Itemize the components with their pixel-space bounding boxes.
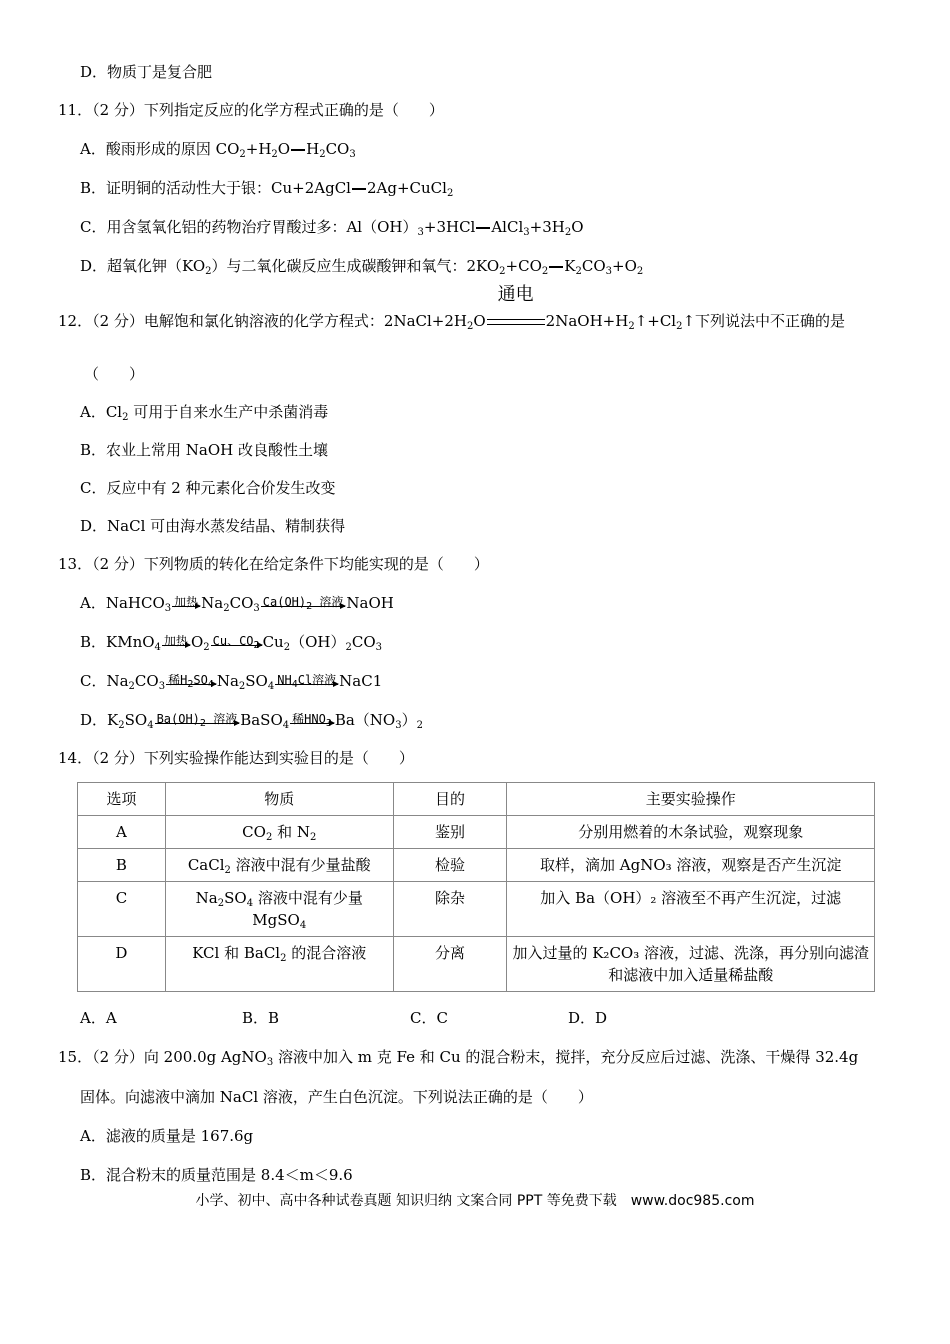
q14-answer-a: A．A xyxy=(80,1009,117,1027)
table-cell-purpose: 鉴别 xyxy=(393,816,507,849)
q11-option-a: A．酸雨形成的原因 $CO_2+H_2O$ $H_2CO_3$ xyxy=(80,140,356,160)
q12-option-d: D．NaCl 可由海水蒸发结晶、精制获得 xyxy=(80,517,346,535)
table-header: 物质 xyxy=(165,783,393,816)
q13-option-a: A．NaHCO$_3$ 加热 $Na_2CO_3$ $Ca(OH)_2$ 溶液 NaOH xyxy=(80,594,394,614)
table-row xyxy=(78,816,875,849)
q15-option-b: B．混合粉末的质量范围是 8.4＜m＜9.6 xyxy=(80,1166,353,1184)
table-cell-operation: 加入过量的 K₂CO₃ 溶液，过滤、洗涤，再分别向滤渣和滤液中加入适量稀盐酸 xyxy=(507,937,875,992)
q12-option-c: C．反应中有 2 种元素化合价发生改变 xyxy=(80,479,336,497)
table-cell-option: A xyxy=(78,816,166,849)
table-row xyxy=(78,882,875,937)
table-cell-substance: $CO_2$ 和 $N_2$ xyxy=(165,816,393,849)
q14-answer-d: D．D xyxy=(568,1009,608,1027)
q11-option-d: D．超氧化钾$(KO_2)$与二氧化碳反应生成碳酸钾和氧气：$2KO_2+CO_2$ $K_2CO_3+O_2$ xyxy=(80,257,644,277)
table-header-row xyxy=(78,783,875,816)
table-cell-purpose: 检验 xyxy=(393,849,507,882)
table-header: 主要实验操作 xyxy=(507,783,875,816)
table-cell-operation: 加入 Ba（OH）₂ 溶液至不再产生沉淀，过滤 xyxy=(507,882,875,937)
table-cell-option: D xyxy=(78,937,166,992)
q14-stem: 14．（2 分）下列实验操作能达到实验目的是（ ） xyxy=(58,749,414,767)
table-cell-substance: CaCl$_2$ 溶液中混有少量盐酸 xyxy=(165,849,393,882)
table-cell-substance: KCl 和 BaCl$_2$ 的混合溶液 xyxy=(165,937,393,992)
q11-option-c: C．用含氢氧化铝的药物治疗胃酸过多：$Al(OH)_3+3HCl$ $AlCl_3+3H_2O$ xyxy=(80,218,584,238)
q13-option-d: D．$K_2SO_4$ $Ba(OH)_2$ 溶液 BaSO$_4$ 稀$HNO_3$ $Ba(NO_3)_2$ xyxy=(80,711,423,731)
q11-stem: 11．（2 分）下列指定反应的化学方程式正确的是（ ） xyxy=(58,101,444,119)
table-row xyxy=(78,937,875,992)
q14-answer-c: C．C xyxy=(410,1009,448,1027)
table-cell-option: C xyxy=(78,882,166,937)
page-footer: 小学、初中、高中各种试卷真题 知识归纳 文案合同 PPT 等免费下载 www.doc985.com xyxy=(195,1193,755,1209)
table-header: 目的 xyxy=(393,783,507,816)
q13-option-c: C．$Na_2CO_3$ 稀$H_2SO_4$ $Na_2SO_4$ $NH_4Cl$溶液 NaC1 xyxy=(80,672,383,692)
q12-condition: 通电 xyxy=(497,284,534,305)
q15-stem: 15．（2 分）向 200.0g AgNO$_3$ 溶液中加入 m 克 Fe 和 Cu 的混合粉末，搅拌，充分反应后过滤、洗涤、干燥得 32.4g xyxy=(58,1048,859,1068)
table-header: 选项 xyxy=(78,783,166,816)
table-cell-operation: 分别用燃着的木条试验，观察现象 xyxy=(507,816,875,849)
table-cell-operation: 取样，滴加 AgNO₃ 溶液，观察是否产生沉淀 xyxy=(507,849,875,882)
q14-answer-b: B．B xyxy=(242,1009,280,1027)
table-row xyxy=(78,849,875,882)
q14-table xyxy=(77,782,875,992)
q12-stem: 12．（2 分）电解饱和氯化钠溶液的化学方程式：$2NaCl+2H_2O$ 通电 $2NaOH+H_2↑+Cl_2↑$下列说法中不正确的是 xyxy=(58,284,846,332)
q11-option-b: B．证明铜的活动性大于银：Cu+2AgCl 2Ag+CuCl$_2$ xyxy=(80,179,454,199)
q13-stem: 13．（2 分）下列物质的转化在给定条件下均能实现的是（ ） xyxy=(58,555,489,573)
q12-option-a: A．$Cl_2$ 可用于自来水生产中杀菌消毒 xyxy=(80,403,329,423)
table-cell-purpose: 分离 xyxy=(393,937,507,992)
table-cell-substance: $Na_2SO_4$ 溶液中混有少量 MgSO$_4$ xyxy=(165,882,393,937)
q12-option-b: B．农业上常用 NaOH 改良酸性土壤 xyxy=(80,441,329,459)
q10-option-d: D．物质丁是复合肥 xyxy=(80,63,213,81)
q12-paren: （ ） xyxy=(84,365,145,383)
table-cell-purpose: 除杂 xyxy=(393,882,507,937)
q15-stem-2: 固体。向滤液中滴加 NaCl 溶液，产生白色沉淀。下列说法正确的是（ ） xyxy=(80,1088,593,1106)
table-cell-option: B xyxy=(78,849,166,882)
q13-option-b: B．KMnO$_4$ 加热 $O_2$ Cu、$CO_2$ $Cu_2(OH)_2CO_3$ xyxy=(80,633,382,653)
q15-option-a: A．滤液的质量是 167.6g xyxy=(80,1127,254,1145)
